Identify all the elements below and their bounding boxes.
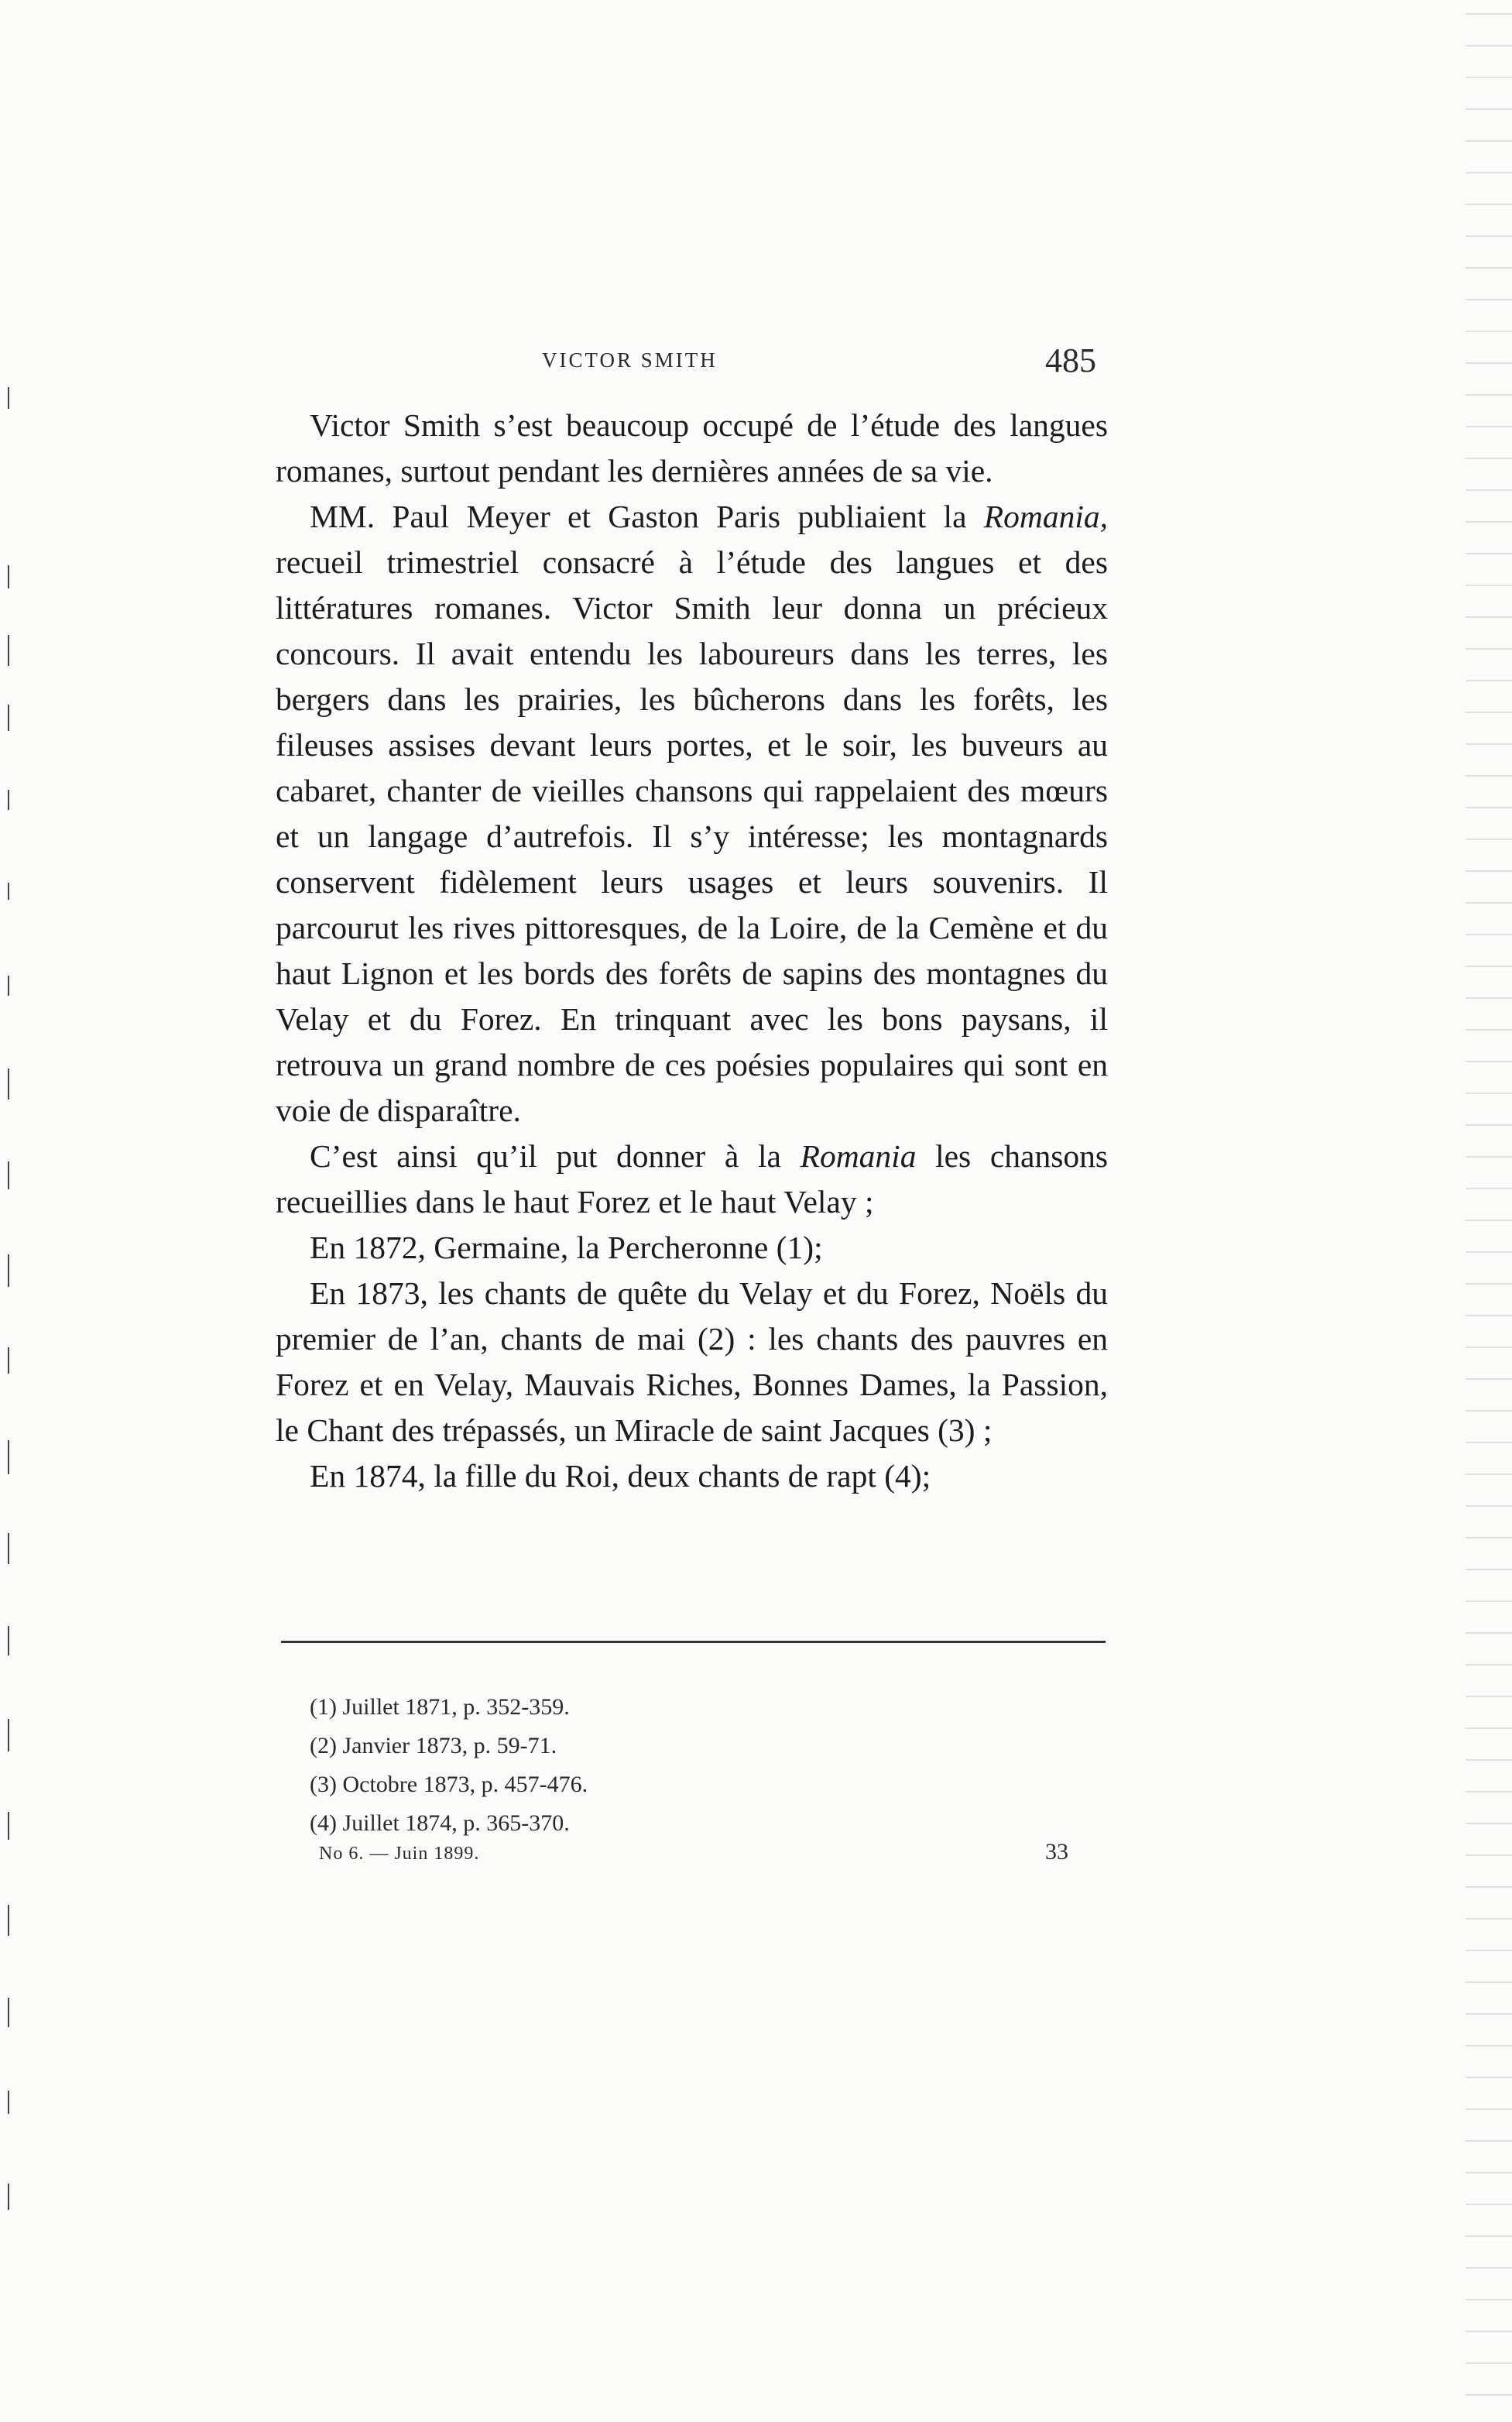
paragraph-text: recueil trimestriel consacré à l’étude des langues et des littératures romanes. Victor Smith leur donna un précieux concours. Il avait entendu les laboureurs dans les terres, les bergers dans les prairies, les bûcherons dans les forêts, les fileuses assises devant leurs portes, et le soir, les buveurs au cabaret, chanter de vieilles chansons qui rappelaient des mœurs et un langage d’autrefois. Il s’y intéresse; les montagnards conservent fidèlement leurs usages et leurs souvenirs. Il parcourut les rives pittoresques, de la Loire, de la Cemène et du haut Lignon et les bords des forêts de sapins des montagnes du Velay et du Forez. En trinquant avec les bons paysans, il retrouva un grand nombre de ces poésies populaires qui sont en voie de disparaître. — [276, 544, 1108, 1128]
paragraph — [276, 403, 1108, 494]
signature-line: No 6. — Juin 1899. — [319, 1844, 480, 1864]
paragraph-text: En 1872, Germaine, la Percheronne (1); — [310, 1230, 823, 1265]
paragraph — [276, 494, 1108, 1134]
body-text — [276, 403, 1108, 1499]
paragraph-text: Victor Smith s’est beaucoup occupé de l’étude des langues romanes, surtout pendant les dernières années de sa vie. — [276, 407, 1108, 489]
signature-number: 33 — [1045, 1839, 1068, 1865]
paragraph — [276, 1271, 1108, 1453]
footnote-2: (2) Janvier 1873, p. 59-71. — [310, 1733, 557, 1758]
footnote-1: (1) Juillet 1871, p. 352-359. — [310, 1694, 570, 1720]
paragraph — [276, 1134, 1108, 1225]
paragraph-text: MM. Paul Meyer et Gaston Paris publiaient la — [310, 499, 984, 534]
footnotes — [310, 1688, 1123, 1843]
paragraph-text: En 1874, la fille du Roi, deux chants de rapt (4); — [310, 1458, 931, 1494]
footnote-4: (4) Juillet 1874, p. 365-370. — [310, 1810, 570, 1836]
footnote-rule — [281, 1641, 1106, 1643]
right-edge-shadow — [1466, 0, 1512, 2422]
footnote-3: (3) Octobre 1873, p. 457-476. — [310, 1772, 588, 1797]
paragraph-text: les chansons recueillies dans le haut Forez et le haut Velay ; — [276, 1138, 1109, 1220]
italic-title: Romania — [800, 1138, 917, 1174]
paragraph-text: C’est ainsi qu’il put donner à la — [310, 1138, 801, 1174]
running-head: VICTOR SMITH — [542, 348, 718, 372]
left-edge-marks — [8, 387, 11, 2245]
page-number: 485 — [1045, 341, 1096, 379]
italic-title: Romania, — [983, 499, 1108, 534]
paragraph — [276, 1453, 1108, 1499]
paragraph — [276, 1225, 1108, 1271]
paragraph-text: En 1873, les chants de quête du Velay et du Forez, Noëls du premier de l’an, chants de mai (2) : les chants des pauvres en Forez et en Velay, Mauvais Riches, Bonnes Dames, la Passion, le Chant des trépassés, un Miracle de saint Jacques (3) ; — [276, 1275, 1108, 1448]
